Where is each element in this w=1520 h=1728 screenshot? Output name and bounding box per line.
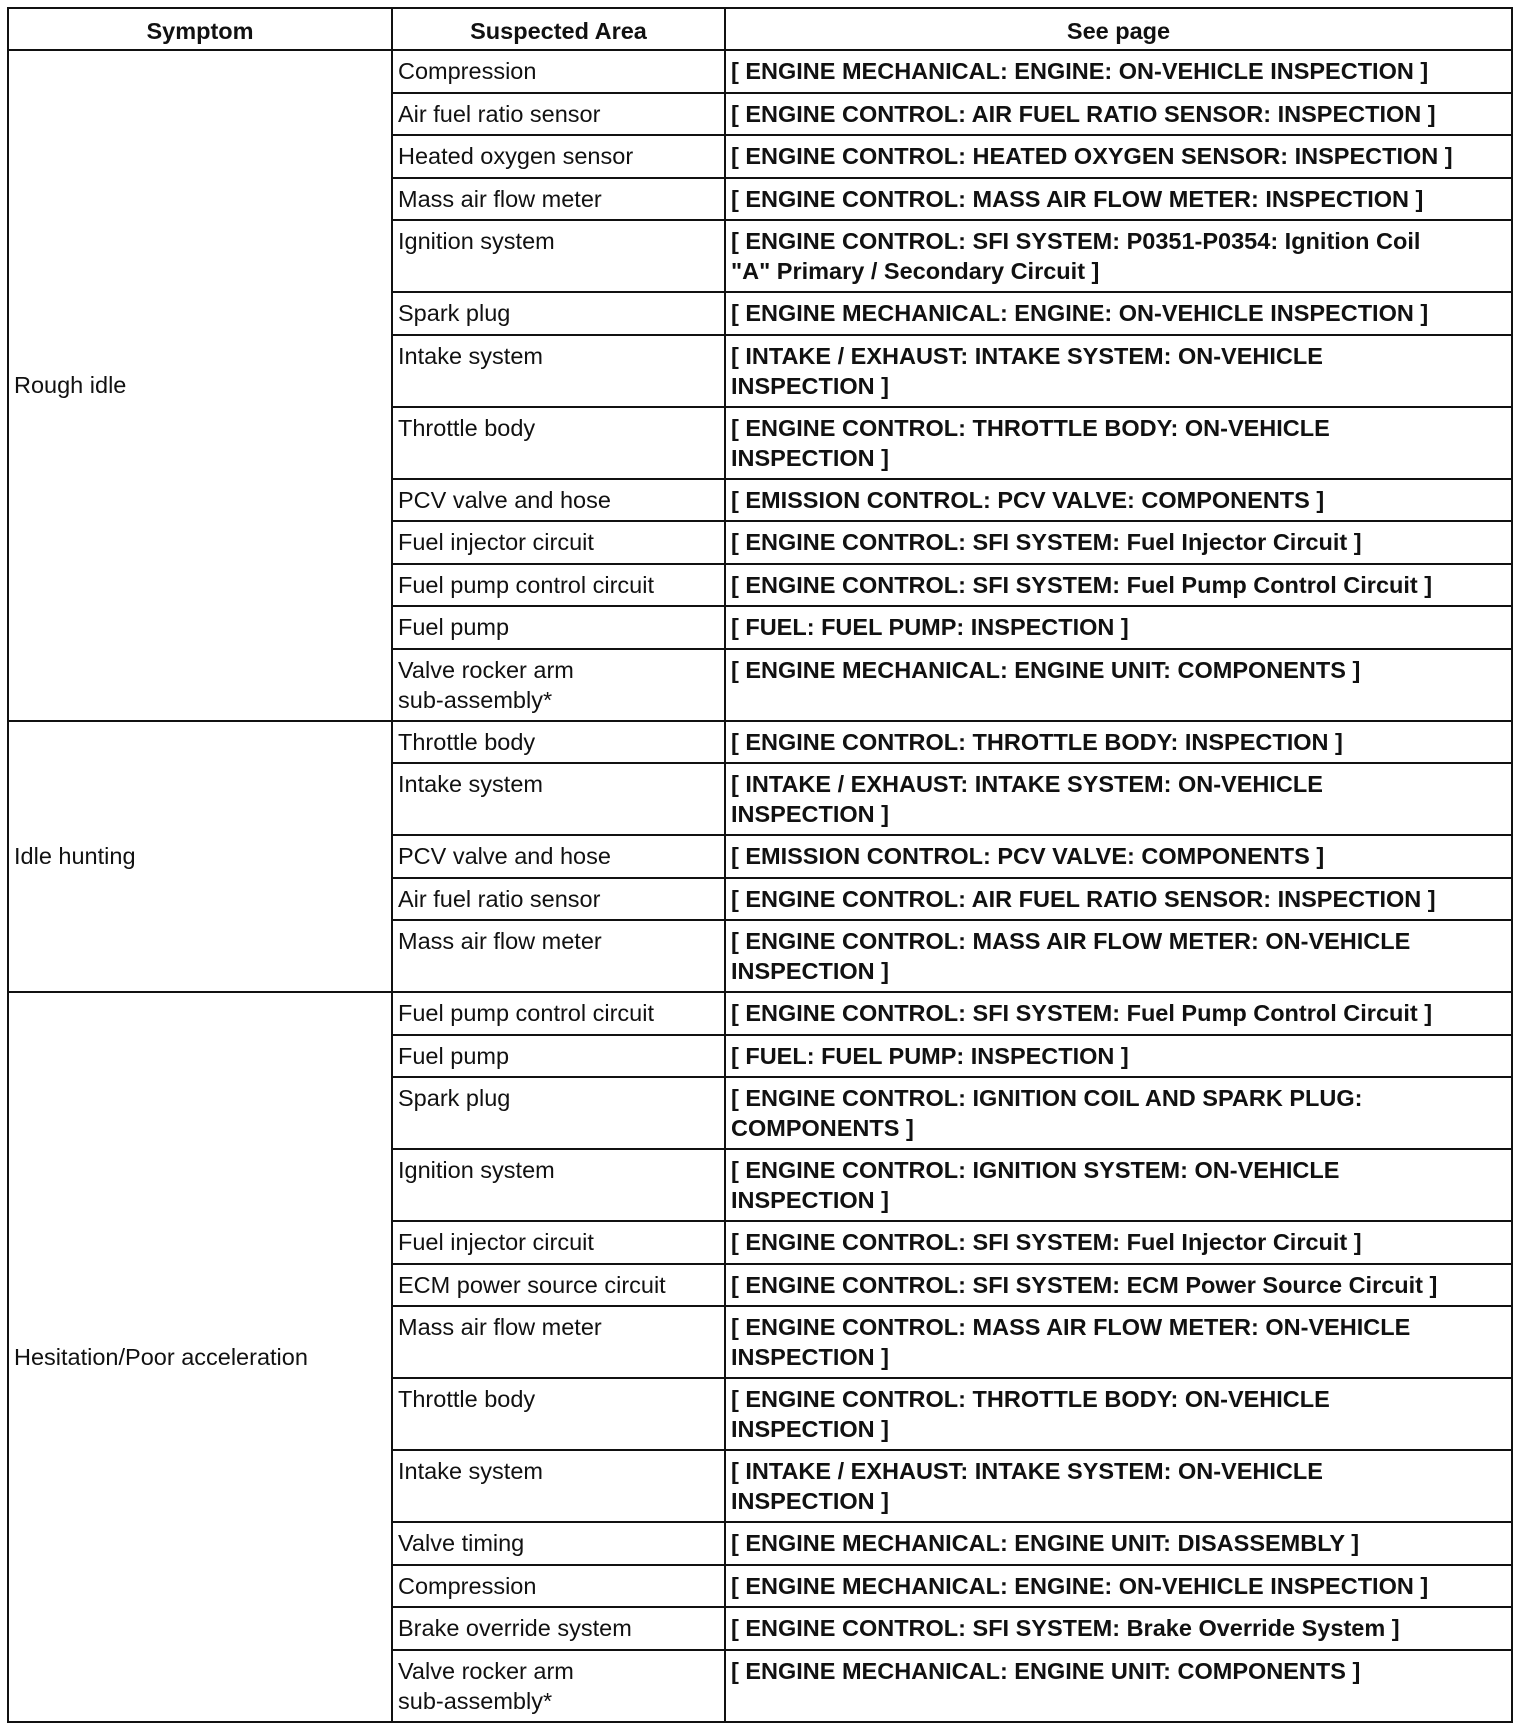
page-ref-cell: [ ENGINE CONTROL: HEATED OXYGEN SENSOR: INSPECTION ] [725,135,1512,178]
table-body [8,50,1512,1722]
page-ref-cell: [ ENGINE CONTROL: SFI SYSTEM: Fuel Pump Control Circuit ] [725,564,1512,607]
symptom-table [7,7,1513,1723]
page-ref-cell: [ FUEL: FUEL PUMP: INSPECTION ] [725,606,1512,649]
area-cell: ECM power source circuit [392,1264,725,1307]
page-ref-cell: [ ENGINE CONTROL: SFI SYSTEM: P0351-P0354: Ignition Coil "A" Primary / Secondary Circuit ] [725,220,1512,292]
area-cell: Spark plug [392,292,725,335]
table-row [8,992,1512,1035]
header-row [8,8,1512,50]
area-cell: Mass air flow meter [392,920,725,992]
page-ref-cell: [ ENGINE CONTROL: THROTTLE BODY: INSPECTION ] [725,721,1512,764]
page-ref-cell: [ INTAKE / EXHAUST: INTAKE SYSTEM: ON-VEHICLE INSPECTION ] [725,1450,1512,1522]
area-cell: Brake override system [392,1607,725,1650]
symptom-cell: Rough idle [8,50,392,721]
header-suspected-area: Suspected Area [392,8,725,50]
troubleshooting-table-wrapper [7,7,1513,1723]
area-cell: Valve timing [392,1522,725,1565]
page-ref-cell: [ ENGINE CONTROL: SFI SYSTEM: Fuel Injector Circuit ] [725,1221,1512,1264]
page-ref-cell: [ ENGINE MECHANICAL: ENGINE UNIT: COMPONENTS ] [725,649,1512,721]
page-ref-cell: [ ENGINE CONTROL: IGNITION SYSTEM: ON-VEHICLE INSPECTION ] [725,1149,1512,1221]
area-cell: Valve rocker arm sub-assembly* [392,1650,725,1722]
page-ref-cell: [ ENGINE MECHANICAL: ENGINE: ON-VEHICLE INSPECTION ] [725,292,1512,335]
page-ref-cell: [ ENGINE MECHANICAL: ENGINE: ON-VEHICLE INSPECTION ] [725,50,1512,93]
area-cell: Intake system [392,1450,725,1522]
area-cell: Fuel pump control circuit [392,564,725,607]
page-ref-cell: [ INTAKE / EXHAUST: INTAKE SYSTEM: ON-VEHICLE INSPECTION ] [725,335,1512,407]
area-cell: Valve rocker arm sub-assembly* [392,649,725,721]
page-ref-cell: [ EMISSION CONTROL: PCV VALVE: COMPONENTS ] [725,479,1512,522]
page-ref-cell: [ ENGINE CONTROL: AIR FUEL RATIO SENSOR: INSPECTION ] [725,93,1512,136]
area-cell: Ignition system [392,220,725,292]
area-cell: Fuel pump control circuit [392,992,725,1035]
area-cell: Air fuel ratio sensor [392,878,725,921]
page-ref-cell: [ ENGINE CONTROL: THROTTLE BODY: ON-VEHICLE INSPECTION ] [725,407,1512,479]
symptom-cell: Idle hunting [8,721,392,993]
area-cell: PCV valve and hose [392,835,725,878]
area-cell: Heated oxygen sensor [392,135,725,178]
area-cell: Throttle body [392,407,725,479]
page-ref-cell: [ ENGINE CONTROL: AIR FUEL RATIO SENSOR: INSPECTION ] [725,878,1512,921]
area-cell: Mass air flow meter [392,178,725,221]
page-ref-cell: [ ENGINE CONTROL: SFI SYSTEM: Fuel Injector Circuit ] [725,521,1512,564]
area-cell: Fuel pump [392,1035,725,1078]
area-cell: Air fuel ratio sensor [392,93,725,136]
page-ref-cell: [ ENGINE CONTROL: THROTTLE BODY: ON-VEHICLE INSPECTION ] [725,1378,1512,1450]
page-ref-cell: [ ENGINE CONTROL: SFI SYSTEM: Brake Override System ] [725,1607,1512,1650]
area-cell: Mass air flow meter [392,1306,725,1378]
header-symptom: Symptom [8,8,392,50]
area-cell: Fuel pump [392,606,725,649]
table-row [8,721,1512,764]
page-ref-cell: [ INTAKE / EXHAUST: INTAKE SYSTEM: ON-VEHICLE INSPECTION ] [725,763,1512,835]
page-ref-cell: [ ENGINE CONTROL: SFI SYSTEM: Fuel Pump Control Circuit ] [725,992,1512,1035]
area-cell: PCV valve and hose [392,479,725,522]
page-ref-cell: [ FUEL: FUEL PUMP: INSPECTION ] [725,1035,1512,1078]
page-ref-cell: [ ENGINE MECHANICAL: ENGINE UNIT: DISASSEMBLY ] [725,1522,1512,1565]
page-ref-cell: [ ENGINE MECHANICAL: ENGINE UNIT: COMPONENTS ] [725,1650,1512,1722]
page-ref-cell: [ ENGINE MECHANICAL: ENGINE: ON-VEHICLE INSPECTION ] [725,1565,1512,1608]
header-see-page: See page [725,8,1512,50]
page-ref-cell: [ ENGINE CONTROL: MASS AIR FLOW METER: INSPECTION ] [725,178,1512,221]
area-cell: Compression [392,50,725,93]
area-cell: Fuel injector circuit [392,521,725,564]
area-cell: Fuel injector circuit [392,1221,725,1264]
area-cell: Compression [392,1565,725,1608]
page-ref-cell: [ ENGINE CONTROL: MASS AIR FLOW METER: ON-VEHICLE INSPECTION ] [725,1306,1512,1378]
area-cell: Intake system [392,763,725,835]
page-ref-cell: [ ENGINE CONTROL: IGNITION COIL AND SPARK PLUG: COMPONENTS ] [725,1077,1512,1149]
symptom-cell: Hesitation/Poor acceleration [8,992,392,1722]
page-ref-cell: [ ENGINE CONTROL: MASS AIR FLOW METER: ON-VEHICLE INSPECTION ] [725,920,1512,992]
area-cell: Intake system [392,335,725,407]
page-ref-cell: [ EMISSION CONTROL: PCV VALVE: COMPONENTS ] [725,835,1512,878]
area-cell: Ignition system [392,1149,725,1221]
area-cell: Throttle body [392,721,725,764]
table-row [8,50,1512,93]
page-ref-cell: [ ENGINE CONTROL: SFI SYSTEM: ECM Power Source Circuit ] [725,1264,1512,1307]
area-cell: Spark plug [392,1077,725,1149]
area-cell: Throttle body [392,1378,725,1450]
